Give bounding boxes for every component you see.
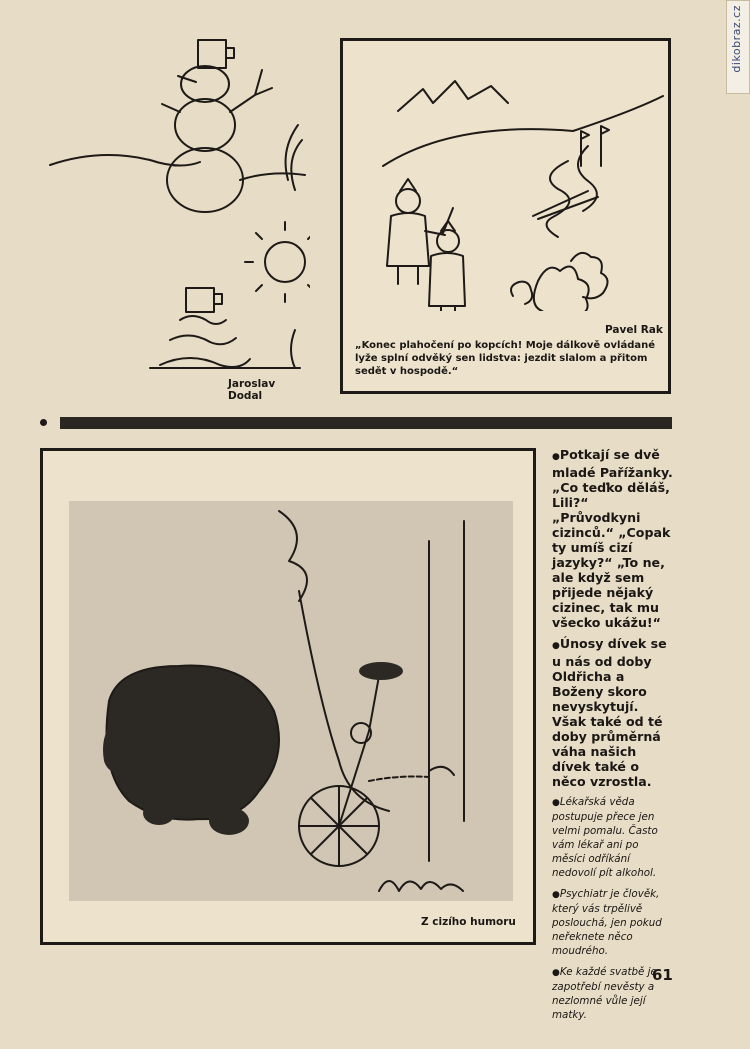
jokes-column (552, 447, 674, 1029)
joke-2: ● Únosy dívek se u nás od doby Oldřicha a Boženy skoro nevyskytují. Však také od té doby průměrná váha našich dívek také o něco vzrostla. (552, 636, 674, 789)
snowman-drawing (40, 30, 310, 400)
quip-1: ● Lékařská věda postupuje přece jen velmi pomalu. Často vám lékař ani po měsíci odříkání nedovolí pít alkohol. (552, 795, 674, 880)
bear-drawing (69, 501, 513, 901)
quip-3: ● Ke každé svatbě je zapotřebí nevěsty a nezlomné vůle její matky. (552, 965, 674, 1022)
bear-cartoon-frame (40, 448, 536, 945)
ski-cartoon-frame (340, 38, 671, 394)
credit-dodal: Jaroslav Dodal (228, 378, 276, 402)
ski-caption: „Konec plahočení po kopcích! Moje dálkově ovládané lyže splní odvěký sen lidstva: jezdit slalom a přitom sedět v hospodě.“ (355, 340, 656, 377)
credit-rak: Pavel Rak (605, 324, 663, 336)
snowman-cartoon (40, 30, 310, 400)
credit-foreign: Z cizího humoru (421, 916, 516, 928)
quip-2: ● Psychiatr je člověk, který vás trpělivě poslouchá, jen pokud neřeknete něco moudrého. (552, 887, 674, 958)
bear-picture (69, 501, 513, 901)
watermark-text: dikobraz.cz (730, 5, 743, 73)
watermark-tab (726, 0, 750, 94)
divider-dot (40, 419, 47, 426)
ski-drawing (343, 41, 668, 311)
page-number: 61 (652, 966, 673, 984)
divider-bar (60, 417, 672, 429)
joke-1: ● Potkají se dvě mladé Pařížanky. „Co teďko děláš, Lili?“ „Průvodkyni cizinců.“ „Copak ty umíš cizí jazyky?“ „To ne, ale když sem přijede nějaký cizinec, tak mu všecko ukážu!“ (552, 447, 674, 630)
